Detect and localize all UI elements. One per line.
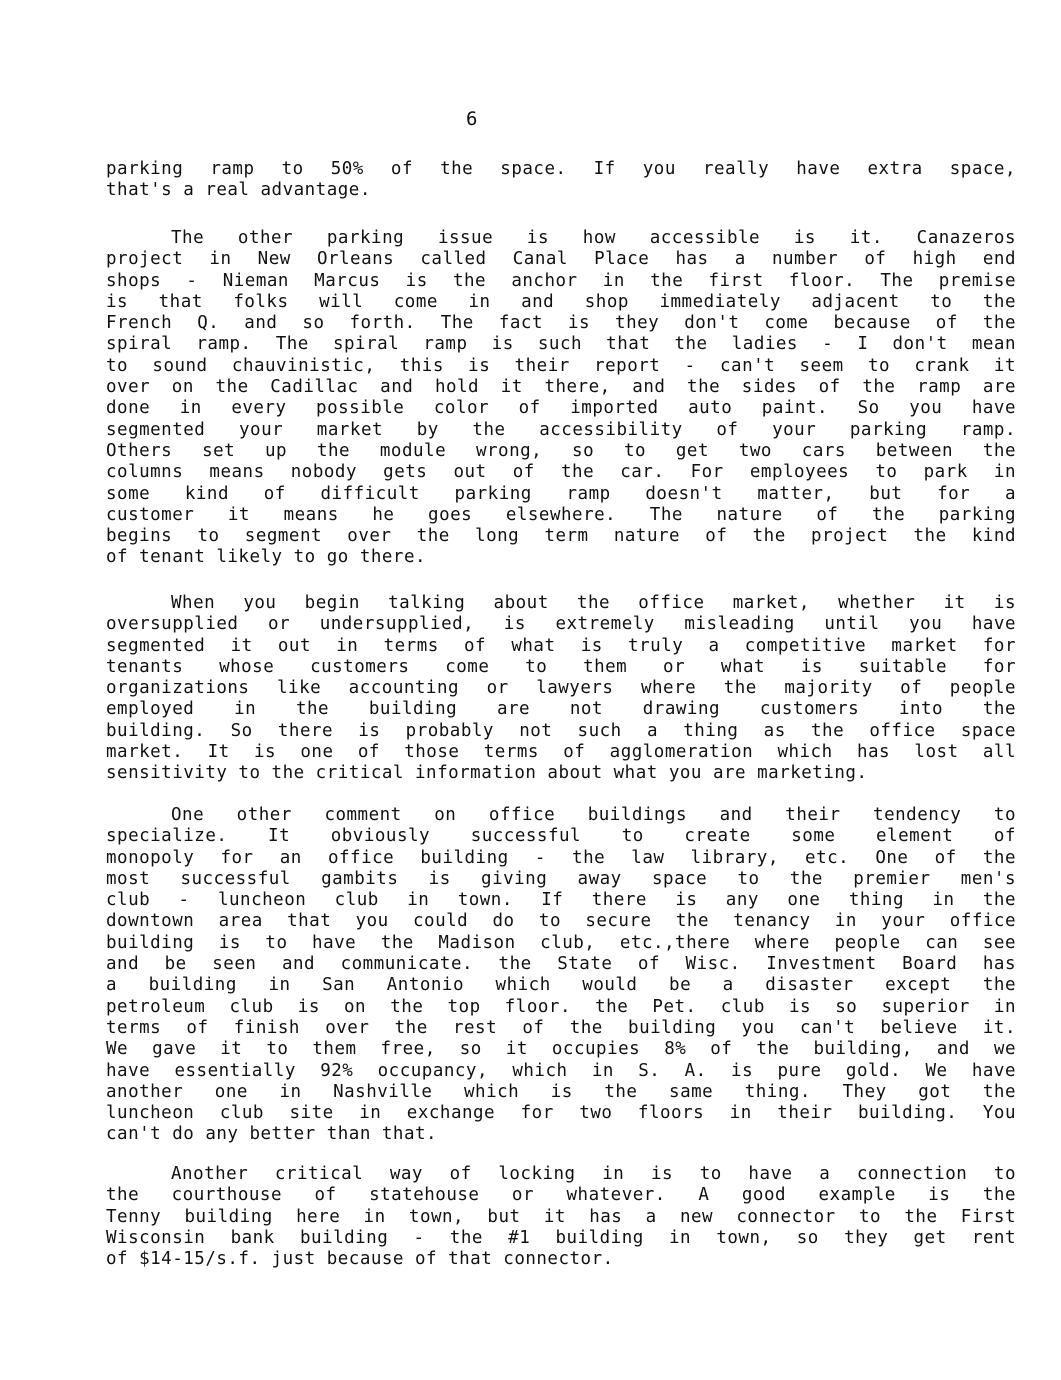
text-line: and be seen and communicate. the State of Wisc. Investment Board has (106, 954, 1016, 975)
text-line: over on the Cadillac and hold it there, and the sides of the ramp are (106, 377, 1016, 398)
text-line: Others set up the module wrong, so to get two cars between the (106, 440, 1016, 461)
text-line: monopoly for an office building - the law library, etc. One of the (106, 847, 1016, 868)
text-line: shops - Nieman Marcus is the anchor in the first floor. The premise (106, 270, 1016, 291)
text-line: Tenny building here in town, but it has a new connector to the First (106, 1206, 1016, 1227)
text-line: another one in Nashville which is the same thing. They got the (106, 1081, 1016, 1102)
text-line: We gave it to them free, so it occupies 8% of the building, and we (106, 1039, 1016, 1060)
text-line: that's a real advantage. (106, 180, 371, 201)
text-line: some kind of difficult parking ramp doesn't matter, but for a (106, 483, 1016, 504)
text-line: specialize. It obviously successful to create some element of (106, 826, 1016, 847)
text-line: project in New Orleans called Canal Place has a number of high end (106, 249, 1016, 270)
text-line: One other comment on office buildings and their tendency to (171, 805, 1016, 825)
text-line: columns means nobody gets out of the car. For employees to park in (106, 462, 1016, 483)
text-line: customer it means he goes elsewhere. The nature of the parking (106, 504, 1016, 525)
text-line: of $14-15/s.f. just because of that connector. (106, 1249, 614, 1270)
text-line: the courthouse of statehouse or whatever. A good example is the (106, 1185, 1016, 1206)
text-line: petroleum club is on the top floor. the Pet. club is so superior in (106, 996, 1016, 1017)
text-line: oversupplied or undersupplied, is extremely misleading until you have (106, 614, 1016, 635)
paragraph-connector-lock-in (106, 1164, 1016, 1270)
text-line: luncheon club site in exchange for two floors in their building. You (106, 1103, 1016, 1124)
text-line: begins to segment over the long term nature of the project the kind (106, 526, 1016, 547)
text-line: downtown area that you could do to secure the tenancy in your office (106, 911, 1016, 932)
text-line: Another critical way of locking in is to have a connection to (171, 1164, 1016, 1184)
text-line: employed in the building are not drawing customers into the (106, 699, 1016, 720)
text-line: can't do any better than that. (106, 1124, 438, 1145)
paragraph-parking-accessibility (106, 228, 1016, 569)
text-line: segmented it out in terms of what is truly a competitive market for (106, 635, 1016, 656)
text-line: tenants whose customers come to them or what is suitable for (106, 656, 1016, 677)
page-number: 6 (466, 108, 478, 130)
text-line: The other parking issue is how accessible is it. Canazeros (171, 228, 1016, 248)
text-line: parking ramp to 50% of the space. If you really have extra space, (106, 159, 1016, 179)
text-line: have essentially 92% occupancy, which in S. A. is pure gold. We have (106, 1060, 1016, 1081)
text-line: done in every possible color of imported auto paint. So you have (106, 398, 1016, 419)
text-line: a building in San Antonio which would be a disaster except the (106, 975, 1016, 996)
text-line: spiral ramp. The spiral ramp is such that the ladies - I don't mean (106, 334, 1016, 355)
text-line: most successful gambits is giving away space to the premier men's (106, 868, 1016, 889)
paragraph-parking-ramp-space (106, 159, 1016, 202)
text-line: sensitivity to the critical information about what you are marketing. (106, 763, 868, 784)
text-line: building is to have the Madison club, etc.,there where people can see (106, 932, 1016, 953)
text-line: terms of finish over the rest of the building you can't believe it. (106, 1017, 1016, 1038)
text-line: of tenant likely to go there. (106, 547, 427, 568)
paragraph-office-market (106, 593, 1016, 785)
paragraph-office-building-specialization (106, 805, 1016, 1146)
text-line: building. So there is probably not such a thing as the office space (106, 720, 1016, 741)
text-line: segmented your market by the accessibility of your parking ramp. (106, 419, 1016, 440)
text-line: market. It is one of those terms of agglomeration which has lost all (106, 742, 1016, 763)
text-line: to sound chauvinistic, this is their report - can't seem to crank it (106, 355, 1016, 376)
text-line: organizations like accounting or lawyers where the majority of people (106, 678, 1016, 699)
text-line: French Q. and so forth. The fact is they don't come because of the (106, 313, 1016, 334)
text-line: club - luncheon club in town. If there is any one thing in the (106, 890, 1016, 911)
text-line: Wisconsin bank building - the #1 building in town, so they get rent (106, 1227, 1016, 1248)
text-line: When you begin talking about the office market, whether it is (171, 593, 1016, 613)
text-line: is that folks will come in and shop immediately adjacent to the (106, 291, 1016, 312)
